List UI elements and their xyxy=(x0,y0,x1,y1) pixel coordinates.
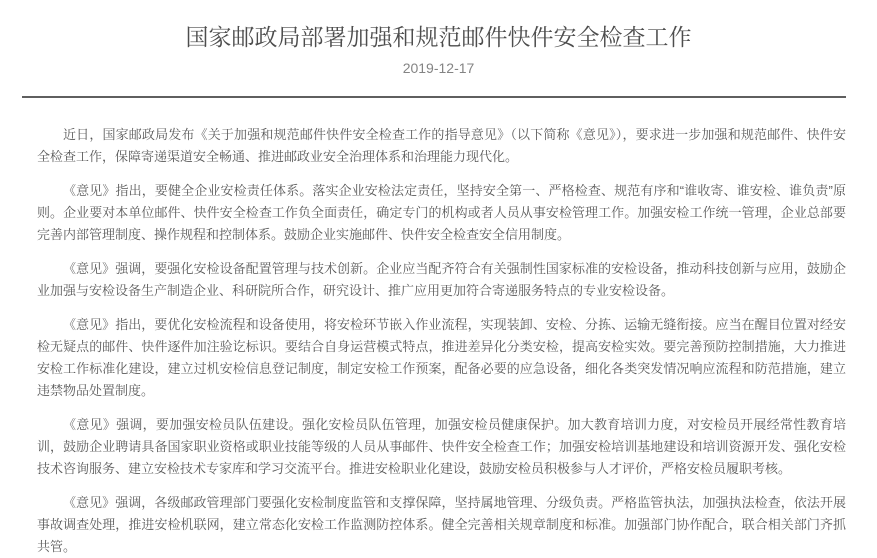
article-body xyxy=(37,124,846,558)
paragraph-responsibility-system: 《意见》指出，要健全企业安检责任体系。落实企业安检法定责任，坚持安全第一、严格检查、规范有序和“谁收寄、谁安检、谁负责”原则。企业要对本单位邮件、快件安全检查工作负全面责任，确定专门的机构或者人员从事安检管理工作。加强安检工作统一管理，企业总部要完善内部管理制度、操作规程和控制体系。鼓励企业实施邮件、快件安全检查安全信用制度。 xyxy=(37,183,846,242)
article-date: 2019-12-17 xyxy=(402,60,475,76)
paragraph-intro: 近日，国家邮政局发布《关于加强和规范邮件快件安全检查工作的指导意见》（以下简称《意见》），要求进一步加强和规范邮件、快件安全检查工作，保障寄递渠道安全畅通、推进邮政业安全治理体系和治理能力现代化。 xyxy=(37,127,846,164)
paragraph-process-optimization: 《意见》指出，要优化安检流程和设备使用，将安检环节嵌入作业流程，实现装卸、安检、分拣、运输无缝衔接。应当在醒目位置对经安检无疑点的邮件、快件逐件加注验讫标识。要结合自身运营模式特点，推进差异化分类安检，提高安检实效。要完善预防控制措施，大力推进安检工作标准化建设，建立过机安检信息登记制度，制定安检工作预案，配备必要的应急设备，细化各类突发情况响应流程和防范措施，建立违禁物品处置制度。 xyxy=(37,317,846,398)
paragraph-regulation-support: 《意见》强调，各级邮政管理部门要强化安检制度监管和支撑保障，坚持属地管理、分级负责。严格监管执法，加强执法检查，依法开展事故调查处理，推进安检机联网，建立常态化安检工作监测防控体系。健全完善相关规章制度和标准。加强部门协作配合，联合相关部门齐抓共管。 xyxy=(37,495,846,554)
title-divider xyxy=(22,96,846,98)
page-title: 国家邮政局部署加强和规范邮件快件安全检查工作 xyxy=(185,24,692,50)
paragraph-equipment-innovation: 《意见》强调，要强化安检设备配置管理与技术创新。企业应当配齐符合有关强制性国家标准的安检设备，推动科技创新与应用，鼓励企业加强与安检设备生产制造企业、科研院所合作，研究设计、推广应用更加符合寄递服务特点的专业安检设备。 xyxy=(37,261,846,298)
paragraph-staff-building: 《意见》强调，要加强安检员队伍建设。强化安检员队伍管理，加强安检员健康保护。加大教育培训力度，对安检员开展经常性教育培训，鼓励企业聘请具备国家职业资格或职业技能等级的人员从事邮件、快件安全检查工作；加强安检培训基地建设和培训资源开发、强化安检技术咨询服务、建立安检技术专家库和学习交流平台。推进安检职业化建设，鼓励安检员积极参与人才评价，严格安检员履职考核。 xyxy=(37,417,846,476)
